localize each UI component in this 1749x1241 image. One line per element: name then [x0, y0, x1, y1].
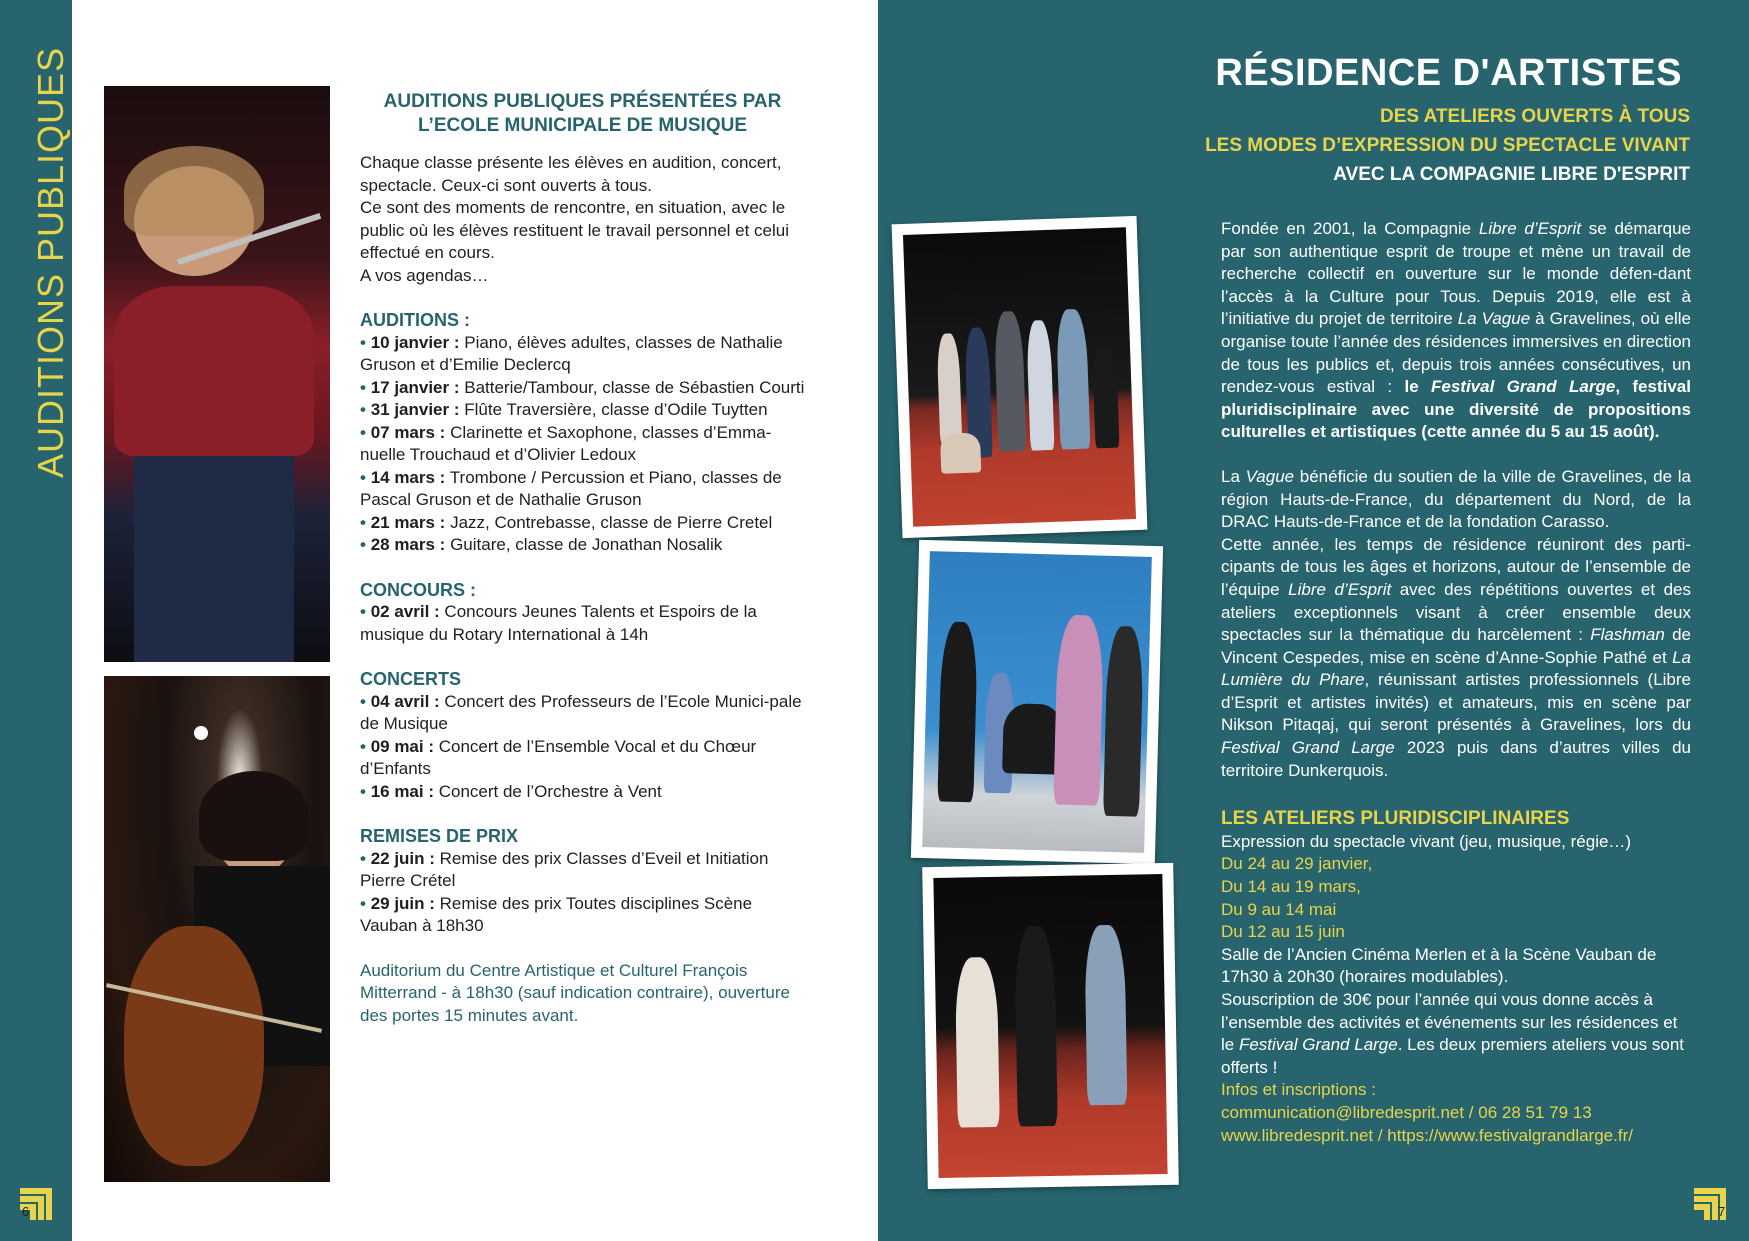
schedule-item: [360, 736, 805, 781]
bullet-icon: •: [360, 377, 366, 397]
info-label: Infos et inscriptions :: [1221, 1080, 1376, 1100]
item-date: 04 avril :: [370, 691, 440, 711]
subtitle-3: AVEC LA COMPAGNIE LIBRE D'ESPRIT: [1333, 164, 1690, 185]
intro-paragraph: Fondée en 2001, la Compagnie Libre d’Esprit se démarque par son authentique esprit de troupe et mène un travail de recherche collectif en ouverture sur le monde défen-dant l’accès à la Culture pour Tous. Depuis 2019, elle est à l’initiative du projet de territoire La Vague à Gravelines, où elle organise toute l’année des résidences immersives en direction de tous les publics et, depuis trois années consécutives, un rendez-vous estival : le Festival Grand Large, festival pluridisciplinaire avec une diversité de propositions culturelles et artistiques (cette année du 5 au 15 août).: [1221, 219, 1691, 442]
item-text: Guitare, classe de Jonathan Nosalik: [445, 535, 723, 554]
venue-note: Auditorium du Centre Artistique et Culturel François Mitterrand - à 18h30 (sauf indication contraire), ouverture des portes 15 minutes avant.: [360, 960, 790, 1025]
intro-paragraph-1: Chaque classe présente les élèves en audition, concert, spectacle. Ceux-ci sont ouverts à tous.: [360, 153, 782, 195]
section-heading: CONCERTS: [360, 669, 462, 689]
item-date: 10 janvier :: [370, 332, 460, 352]
item-text: Batterie/Tambour, classe de Sébastien Courti: [459, 377, 805, 397]
bullet-icon: •: [360, 422, 366, 442]
schedule-item: [360, 848, 805, 893]
item-text: Concert de l’Orchestre à Vent: [434, 781, 662, 801]
bullet-icon: •: [360, 467, 366, 487]
item-date: 09 mai :: [370, 736, 434, 756]
left-heading: AUDITIONS PUBLIQUES PRÉSENTÉES PAR L’ECOLE MUNICIPALE DE MUSIQUE: [383, 91, 782, 136]
bullet-icon: •: [360, 691, 366, 711]
intro-paragraph-3: A vos agendas…: [360, 265, 489, 285]
subscription-note: Souscription de 30€ pour l’année qui vous donne accès à l’ensemble des activités et événements sur les résidences et le Festival Grand Large. Les deux premiers ateliers vous sont offerts !: [1221, 990, 1685, 1077]
item-date: 17 janvier :: [370, 377, 460, 397]
schedule-sections: [360, 309, 805, 938]
photo-frame-2: [911, 540, 1163, 864]
schedule-item: [360, 781, 805, 804]
subtitle-1: DES ATELIERS OUVERTS À TOUS: [1379, 106, 1690, 127]
workshop-photo: [922, 551, 1152, 853]
schedule-item: [360, 399, 805, 422]
bullet-icon: •: [360, 848, 366, 868]
left-side-band: [0, 0, 72, 1241]
photo-frame-1: [892, 216, 1148, 538]
left-text-column: [360, 90, 805, 1027]
item-date: 22 juin :: [370, 848, 435, 868]
item-date: 07 mars :: [370, 422, 446, 442]
item-text: Jazz, Contrebasse, classe de Pierre Cretel: [445, 512, 773, 532]
item-date: 28 mars :: [370, 535, 446, 554]
atelier-date-2: Du 14 au 19 mars,: [1221, 877, 1361, 897]
item-text: Remise des prix Toutes disciplines Scène Vauban à 18h30: [360, 893, 753, 935]
bullet-icon: •: [360, 781, 366, 801]
section-heading: CONCOURS :: [360, 579, 476, 600]
intro-paragraph-2: Ce sont des moments de rencontre, en situation, avec le public où les élèves restituent le travail personnel et celui effectué en cours.: [360, 198, 790, 262]
schedule-item: [360, 467, 805, 512]
photo-frame-3: [922, 863, 1179, 1189]
bullet-icon: •: [360, 332, 366, 352]
item-date: 02 avril :: [370, 602, 440, 621]
cellist-photo: [104, 676, 330, 1182]
item-text: Remise des prix Classes d’Eveil et Initiation Pierre Crétel: [360, 848, 769, 890]
item-text: Trombone / Percussion et Piano, classes de Pascal Gruson et de Nathalie Gruson: [360, 467, 782, 509]
item-date: 16 mai :: [370, 781, 434, 801]
schedule-item: [360, 691, 805, 736]
item-text: Clarinette et Saxophone, classes d’Emma-nuelle Trouchaud et d’Olivier Ledoux: [360, 422, 772, 464]
performance-photo: [933, 874, 1167, 1178]
website-links[interactable]: www.libredesprit.net / https://www.festivalgrandlarge.fr/: [1221, 1125, 1633, 1145]
schedule-item: [360, 601, 805, 646]
section-heading: AUDITIONS :: [360, 310, 470, 330]
atelier-date-3: Du 9 au 14 mai: [1221, 899, 1337, 919]
atelier-date-4: Du 12 au 15 juin: [1221, 922, 1345, 942]
schedule-item: [360, 512, 805, 535]
item-text: Flûte Traversière, classe d’Odile Tuytten: [459, 400, 768, 419]
item-text: Piano, élèves adultes, classes de Nathalie Gruson et d’Emilie Declercq: [360, 332, 783, 374]
bullet-icon: •: [360, 893, 366, 913]
item-text: Concert des Professeurs de l’Ecole Munici-pale de Musique: [360, 691, 802, 733]
vertical-section-title: AUDITIONS PUBLIQUES: [30, 46, 71, 478]
atelier-date-1: Du 24 au 29 janvier,: [1221, 854, 1373, 874]
flute-player-photo: [104, 86, 330, 662]
bullet-icon: •: [360, 602, 366, 621]
page-title: RÉSIDENCE D'ARTISTES: [1215, 52, 1682, 94]
bullet-icon: •: [360, 512, 366, 532]
section-heading: REMISES DE PRIX: [360, 826, 519, 846]
item-text: Concert de l’Ensemble Vocal et du Chœur d’Enfants: [360, 736, 757, 778]
schedule-item: [360, 332, 805, 377]
item-date: 14 mars :: [370, 467, 446, 487]
bullet-icon: •: [360, 736, 366, 756]
page-number-right: 7: [1718, 1204, 1726, 1219]
bullet-icon: •: [360, 535, 366, 554]
schedule-item: [360, 893, 805, 938]
bullet-icon: •: [360, 400, 366, 419]
page-number-left: 6: [22, 1204, 30, 1219]
atelier-place: Salle de l’Ancien Cinéma Merlen et à la Scène Vauban de 17h30 à 20h30 (horaires modulables).: [1221, 944, 1657, 987]
subtitle-block: [1100, 102, 1690, 189]
residency-paragraph: Cette année, les temps de résidence réuniront des parti-cipants de tous les âges et horizons, autour de l’ensemble de l’équipe Libre d’Esprit avec des répétitions ouvertes et des ateliers exceptionnels visant à créer ensemble deux spectacles sur la thématique du harcèlement : Flashman de Vincent Cespedes, mise en scène d’Anne-Sophie Pathé et La Lumière du Phare, réunissant artistes professionnels (Libre d’Esprit et artistes invités) et amateurs, mis en scène par Nikson Pitaqaj, qui seront présentés à Gravelines, lors du Festival Grand Large 2023 puis dans d’autres villes du territoire Dunkerquois.: [1221, 534, 1691, 780]
right-text-column: [1221, 218, 1691, 1147]
theatre-group-photo: [903, 227, 1136, 527]
schedule-item: [360, 534, 805, 557]
support-paragraph: La Vague bénéficie du soutien de la ville de Gravelines, de la région Hauts-de-France, du département du Nord, de la DRAC Hauts-de-France et de la fondation Carasso.: [1221, 466, 1691, 532]
schedule-item: [360, 377, 805, 400]
contact-line[interactable]: communication@libredesprit.net / 06 28 51 79 13: [1221, 1102, 1592, 1122]
ateliers-heading: LES ATELIERS PLURIDISCIPLINAIRES: [1221, 808, 1570, 830]
item-date: 21 mars :: [370, 512, 446, 532]
subtitle-2: LES MODES D’EXPRESSION DU SPECTACLE VIVANT: [1205, 135, 1690, 156]
item-date: 29 juin :: [370, 893, 435, 913]
item-date: 31 janvier :: [370, 400, 460, 419]
schedule-item: [360, 422, 805, 467]
item-text: Concours Jeunes Talents et Espoirs de la musique du Rotary International à 14h: [360, 602, 757, 644]
ateliers-subtitle: Expression du spectacle vivant (jeu, musique, régie…): [1221, 831, 1632, 851]
